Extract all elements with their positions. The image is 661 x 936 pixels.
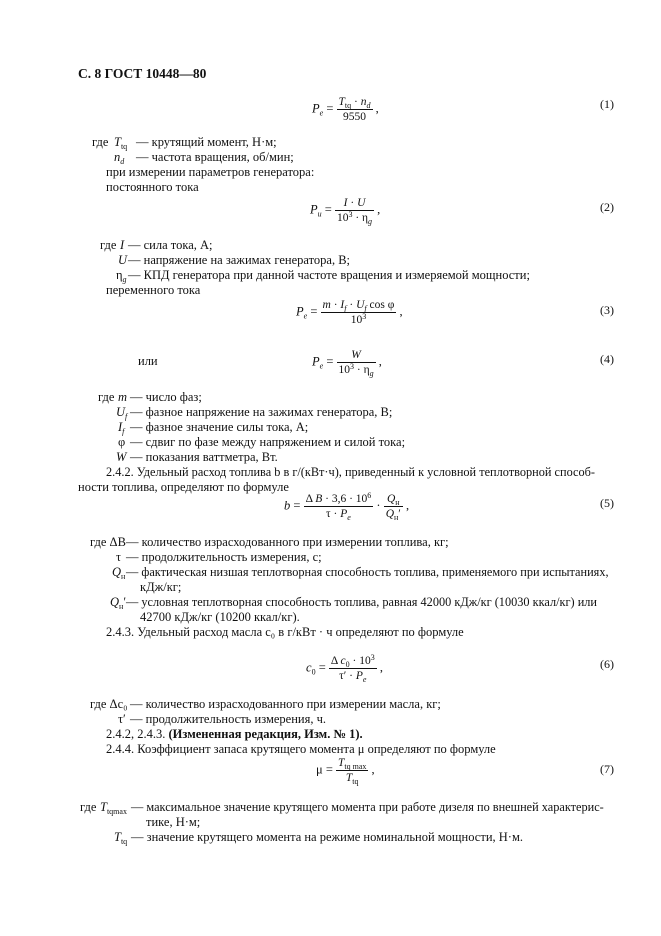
desc-dc0: — количество израсходованного при измерении масла, кг;: [130, 697, 441, 711]
eq-number-5: (5): [600, 496, 614, 510]
change-note: [106, 727, 363, 742]
eq-number-2: (2): [600, 200, 614, 214]
symbol-tau: τ: [116, 550, 122, 564]
formula-5: b = $\frac{\Delta B \cdot 3,6 \cdot 10^6}{\tau \cdot P_e}$ · $\frac{Q_н}{Q_н'}$ ,: [284, 491, 410, 522]
desc-qn2-1: — условная теплотворная способность топлива, равная 42000 кДж/кг (10030 ккал/кг) или: [126, 595, 597, 609]
desc-t-tq-2: — значение крутящего момента на режиме номинальной мощности, Н·м.: [131, 830, 523, 844]
desc-t-tq: — крутящий момент, Н·м;: [136, 135, 277, 149]
symbol-qn-prime: $Q_н'$: [110, 595, 127, 611]
formula-1: $P_e$ = $\frac{T_{tq} \cdot n_d}{9550}$ ,: [312, 96, 379, 123]
eq-number-3: (3): [600, 303, 614, 317]
symbol-u: U: [118, 253, 128, 267]
formula-2: $P_u$ = $\frac{I \cdot U}{10^3 \cdot \eta_g}$ ,: [310, 197, 381, 226]
where-lead-1: где: [92, 135, 109, 149]
symbol-phi: φ: [118, 435, 126, 449]
page-header: С. 8 ГОСТ 10448—80: [78, 66, 207, 81]
where-lead-5: где Δc₀: [90, 697, 128, 711]
symbol-i: I: [120, 238, 125, 252]
where-lead-3: где: [98, 390, 115, 404]
para-242-line1: 2.4.2. Удельный расход топлива b в г/(кВт·ч), приведенный к условной теплотворной способ-: [106, 465, 595, 479]
desc-if: — фазное значение силы тока, А;: [130, 420, 309, 434]
desc-db: — количество израсходованного при измерении топлива, кг;: [126, 535, 449, 549]
formula-4: $P_e$ = $\frac{W}{10^3 \cdot \eta_g}$ ,: [312, 349, 382, 378]
desc-i: — сила тока, А;: [128, 238, 213, 252]
desc-qn-1: — фактическая низшая теплотворная способность топлива, применяемого при испытаниях,: [126, 565, 609, 579]
symbol-eta: $\eta_g$: [116, 268, 127, 284]
symbol-t-tq-2: $T_{tq}$: [114, 830, 128, 846]
desc-uf: — фазное напряжение на зажимах генератора, В;: [130, 405, 393, 419]
desc-phi: — сдвиг по фазе между напряжением и силой тока;: [130, 435, 406, 449]
symbol-m: m: [118, 390, 128, 404]
symbol-t-tq: $T_{tq}$: [114, 135, 128, 151]
para-243: 2.4.3. Удельный расход масла c₀ в г/кВт · ч определяют по формуле: [106, 625, 464, 639]
where-lead-6: где: [80, 800, 97, 814]
desc-w: — показания ваттметра, Вт.: [130, 450, 278, 464]
desc-tau-prime: — продолжительность измерения, ч.: [130, 712, 326, 726]
formula-3: $P_e$ = $\frac{m \cdot I_f \cdot U_f \cos \varphi}{10^3}$ ,: [296, 299, 403, 326]
ac-label: переменного тока: [106, 283, 201, 297]
symbol-n-d: $n_d$: [114, 150, 125, 166]
desc-m: — число фаз;: [130, 390, 202, 404]
where-lead-2: где: [100, 238, 117, 252]
formula-7: μ = $\frac{T_{tq max}}{T_{tq}}$ ,: [316, 757, 375, 786]
change-note-bold: (Измененная редакция, Изм. № 1).: [168, 727, 363, 741]
symbol-tau-prime: τ′: [118, 712, 126, 726]
desc-qn2-2: 42700 кДж/кг (10200 ккал/кг).: [140, 610, 300, 624]
eq-number-7: (7): [600, 762, 614, 776]
desc-eta: — КПД генератора при данной частоте вращения и измеряемой мощности;: [128, 268, 530, 282]
desc-t-tq-max-2: тике, Н·м;: [146, 815, 201, 829]
symbol-w: W: [116, 450, 127, 464]
eq-number-6: (6): [600, 657, 614, 671]
para-244: 2.4.4. Коэффициент запаса крутящего момента μ определяют по формуле: [106, 742, 496, 756]
para-242-line2: ности топлива, определяют по формуле: [78, 480, 289, 494]
dc-label: постоянного тока: [106, 180, 199, 194]
change-note-prefix: 2.4.2, 2.4.3.: [106, 727, 166, 741]
where-lead-4: где ΔB: [90, 535, 126, 549]
desc-n-d: — частота вращения, об/мин;: [136, 150, 294, 164]
desc-t-tq-max-1: — максимальное значение крутящего момента при работе дизеля по внешней характерис-: [131, 800, 604, 814]
eq-number-4: (4): [600, 352, 614, 366]
symbol-if: $I_f$: [118, 420, 125, 436]
generator-intro: при измерении параметров генератора:: [106, 165, 315, 179]
symbol-uf: $U_f$: [116, 405, 128, 421]
symbol-t-tq-max: $T_{tqmax}$: [100, 800, 127, 816]
or-word: или: [138, 354, 158, 368]
eq-number-1: (1): [600, 97, 614, 111]
symbol-qn: $Q_н$: [112, 565, 126, 581]
desc-u: — напряжение на зажимах генератора, В;: [128, 253, 351, 267]
formula-6: $c_0$ = $\frac{\Delta c_0 \cdot 10^3}{\tau' \cdot P_e}$ ,: [306, 653, 383, 684]
desc-qn-2: кДж/кг;: [140, 580, 182, 594]
desc-tau: — продолжительность измерения, с;: [126, 550, 322, 564]
